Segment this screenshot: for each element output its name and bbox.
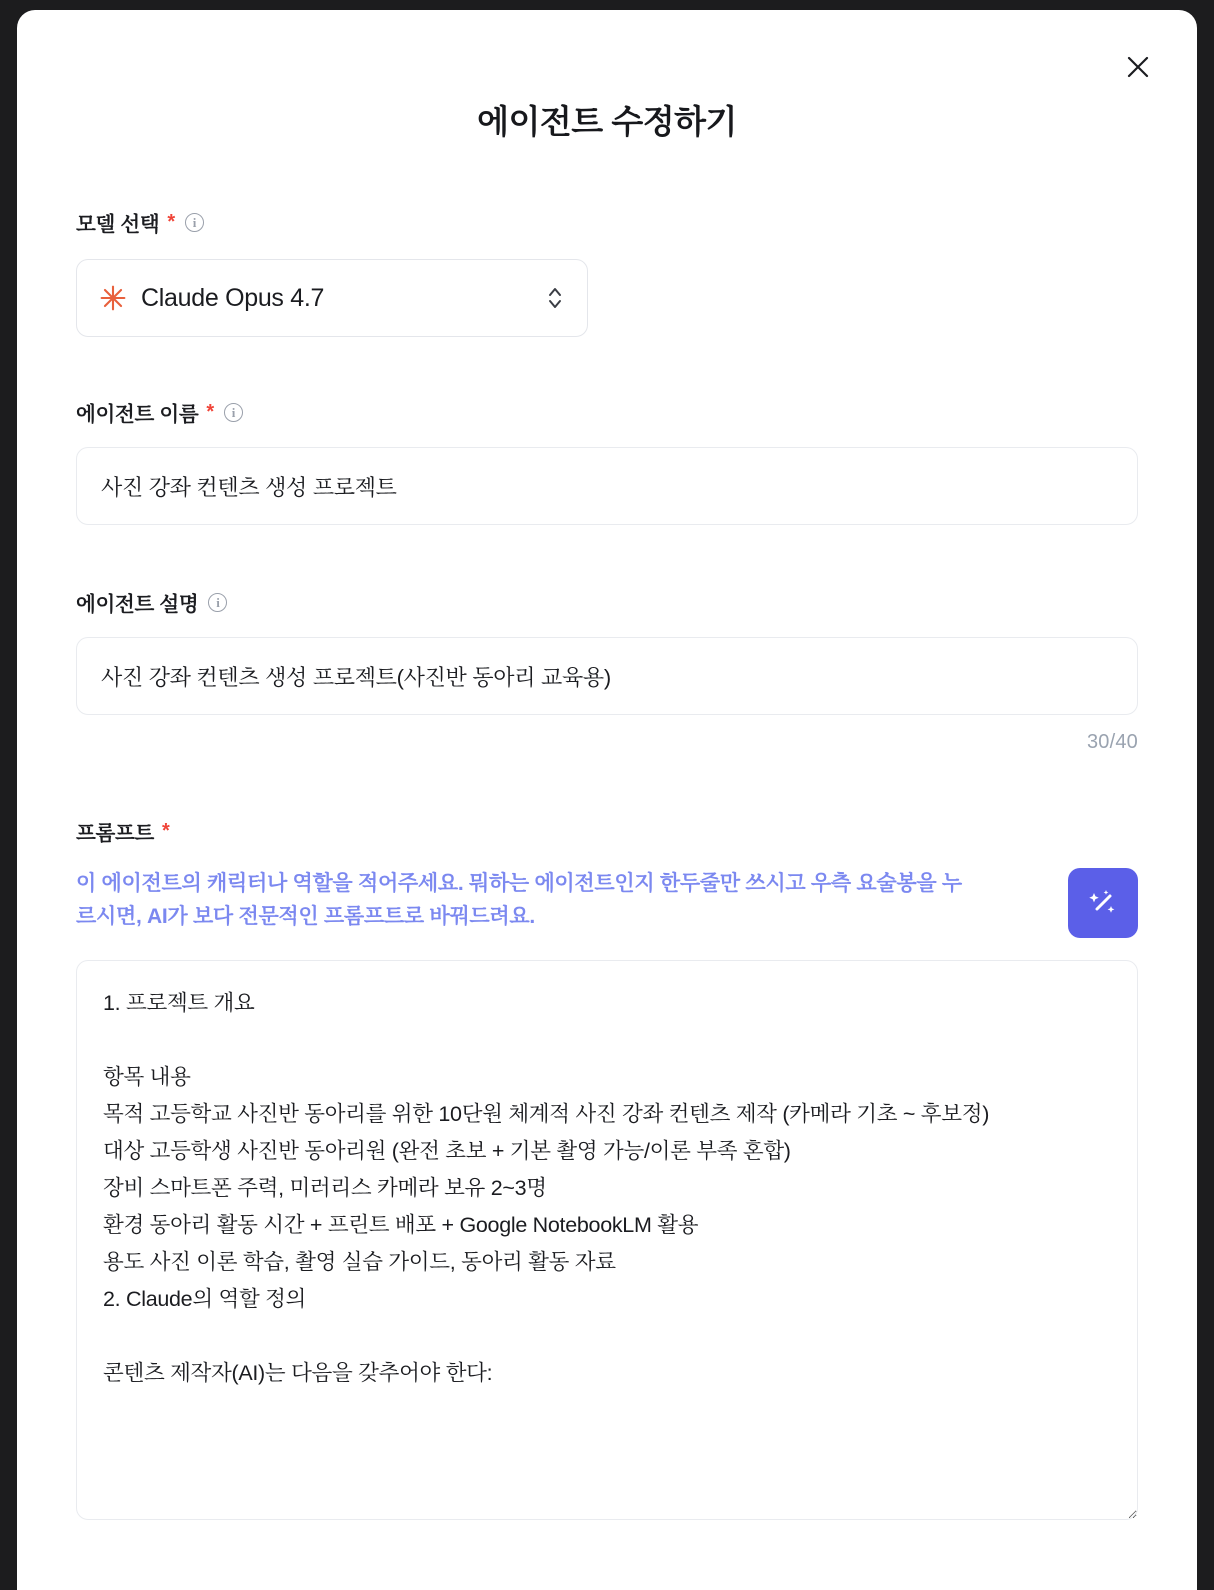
required-asterisk: * — [167, 210, 175, 233]
prompt-hint-text: 이 에이전트의 캐릭터나 역할을 적어주세요. 뭐하는 에이전트인지 한두줄만 쓰시고 우측 요술봉을 누르시면, AI가 보다 전문적인 프롬프트로 바꿔드려요. — [76, 872, 962, 928]
agent-name-label-text: 에이전트 이름 — [76, 403, 199, 426]
info-icon[interactable]: i — [224, 403, 243, 422]
magic-wand-button[interactable] — [1068, 868, 1138, 938]
model-select-dropdown[interactable] — [76, 259, 588, 337]
close-glyph — [1123, 52, 1153, 82]
required-asterisk: * — [162, 819, 170, 842]
prompt-textarea[interactable] — [76, 960, 1138, 1520]
prompt-hint-row — [76, 868, 1138, 938]
agent-name-input[interactable] — [76, 447, 1138, 525]
agent-name-field-label — [76, 397, 1138, 427]
model-selected-value: Claude Opus 4.7 — [141, 283, 325, 312]
prompt-field-label — [76, 816, 1138, 846]
character-counter: 30/40 — [1086, 731, 1138, 753]
prompt-label-text: 프롬프트 — [76, 822, 155, 845]
model-field-label — [76, 207, 1138, 237]
agent-desc-label-text: 에이전트 설명 — [76, 593, 199, 616]
magic-wand-icon — [1086, 886, 1120, 920]
agent-description-input[interactable] — [76, 637, 1138, 715]
page-title: 에이전트 수정하기 — [477, 103, 737, 140]
claude-sparkle-icon — [99, 284, 127, 312]
close-icon[interactable] — [1121, 50, 1155, 84]
model-label-text: 모델 선택 — [76, 213, 160, 236]
chevron-updown-icon — [545, 284, 565, 312]
info-icon[interactable]: i — [185, 213, 204, 232]
info-icon[interactable]: i — [208, 593, 227, 612]
required-asterisk: * — [206, 400, 214, 423]
agent-desc-field-label — [76, 587, 1138, 617]
edit-agent-modal — [17, 10, 1197, 1590]
